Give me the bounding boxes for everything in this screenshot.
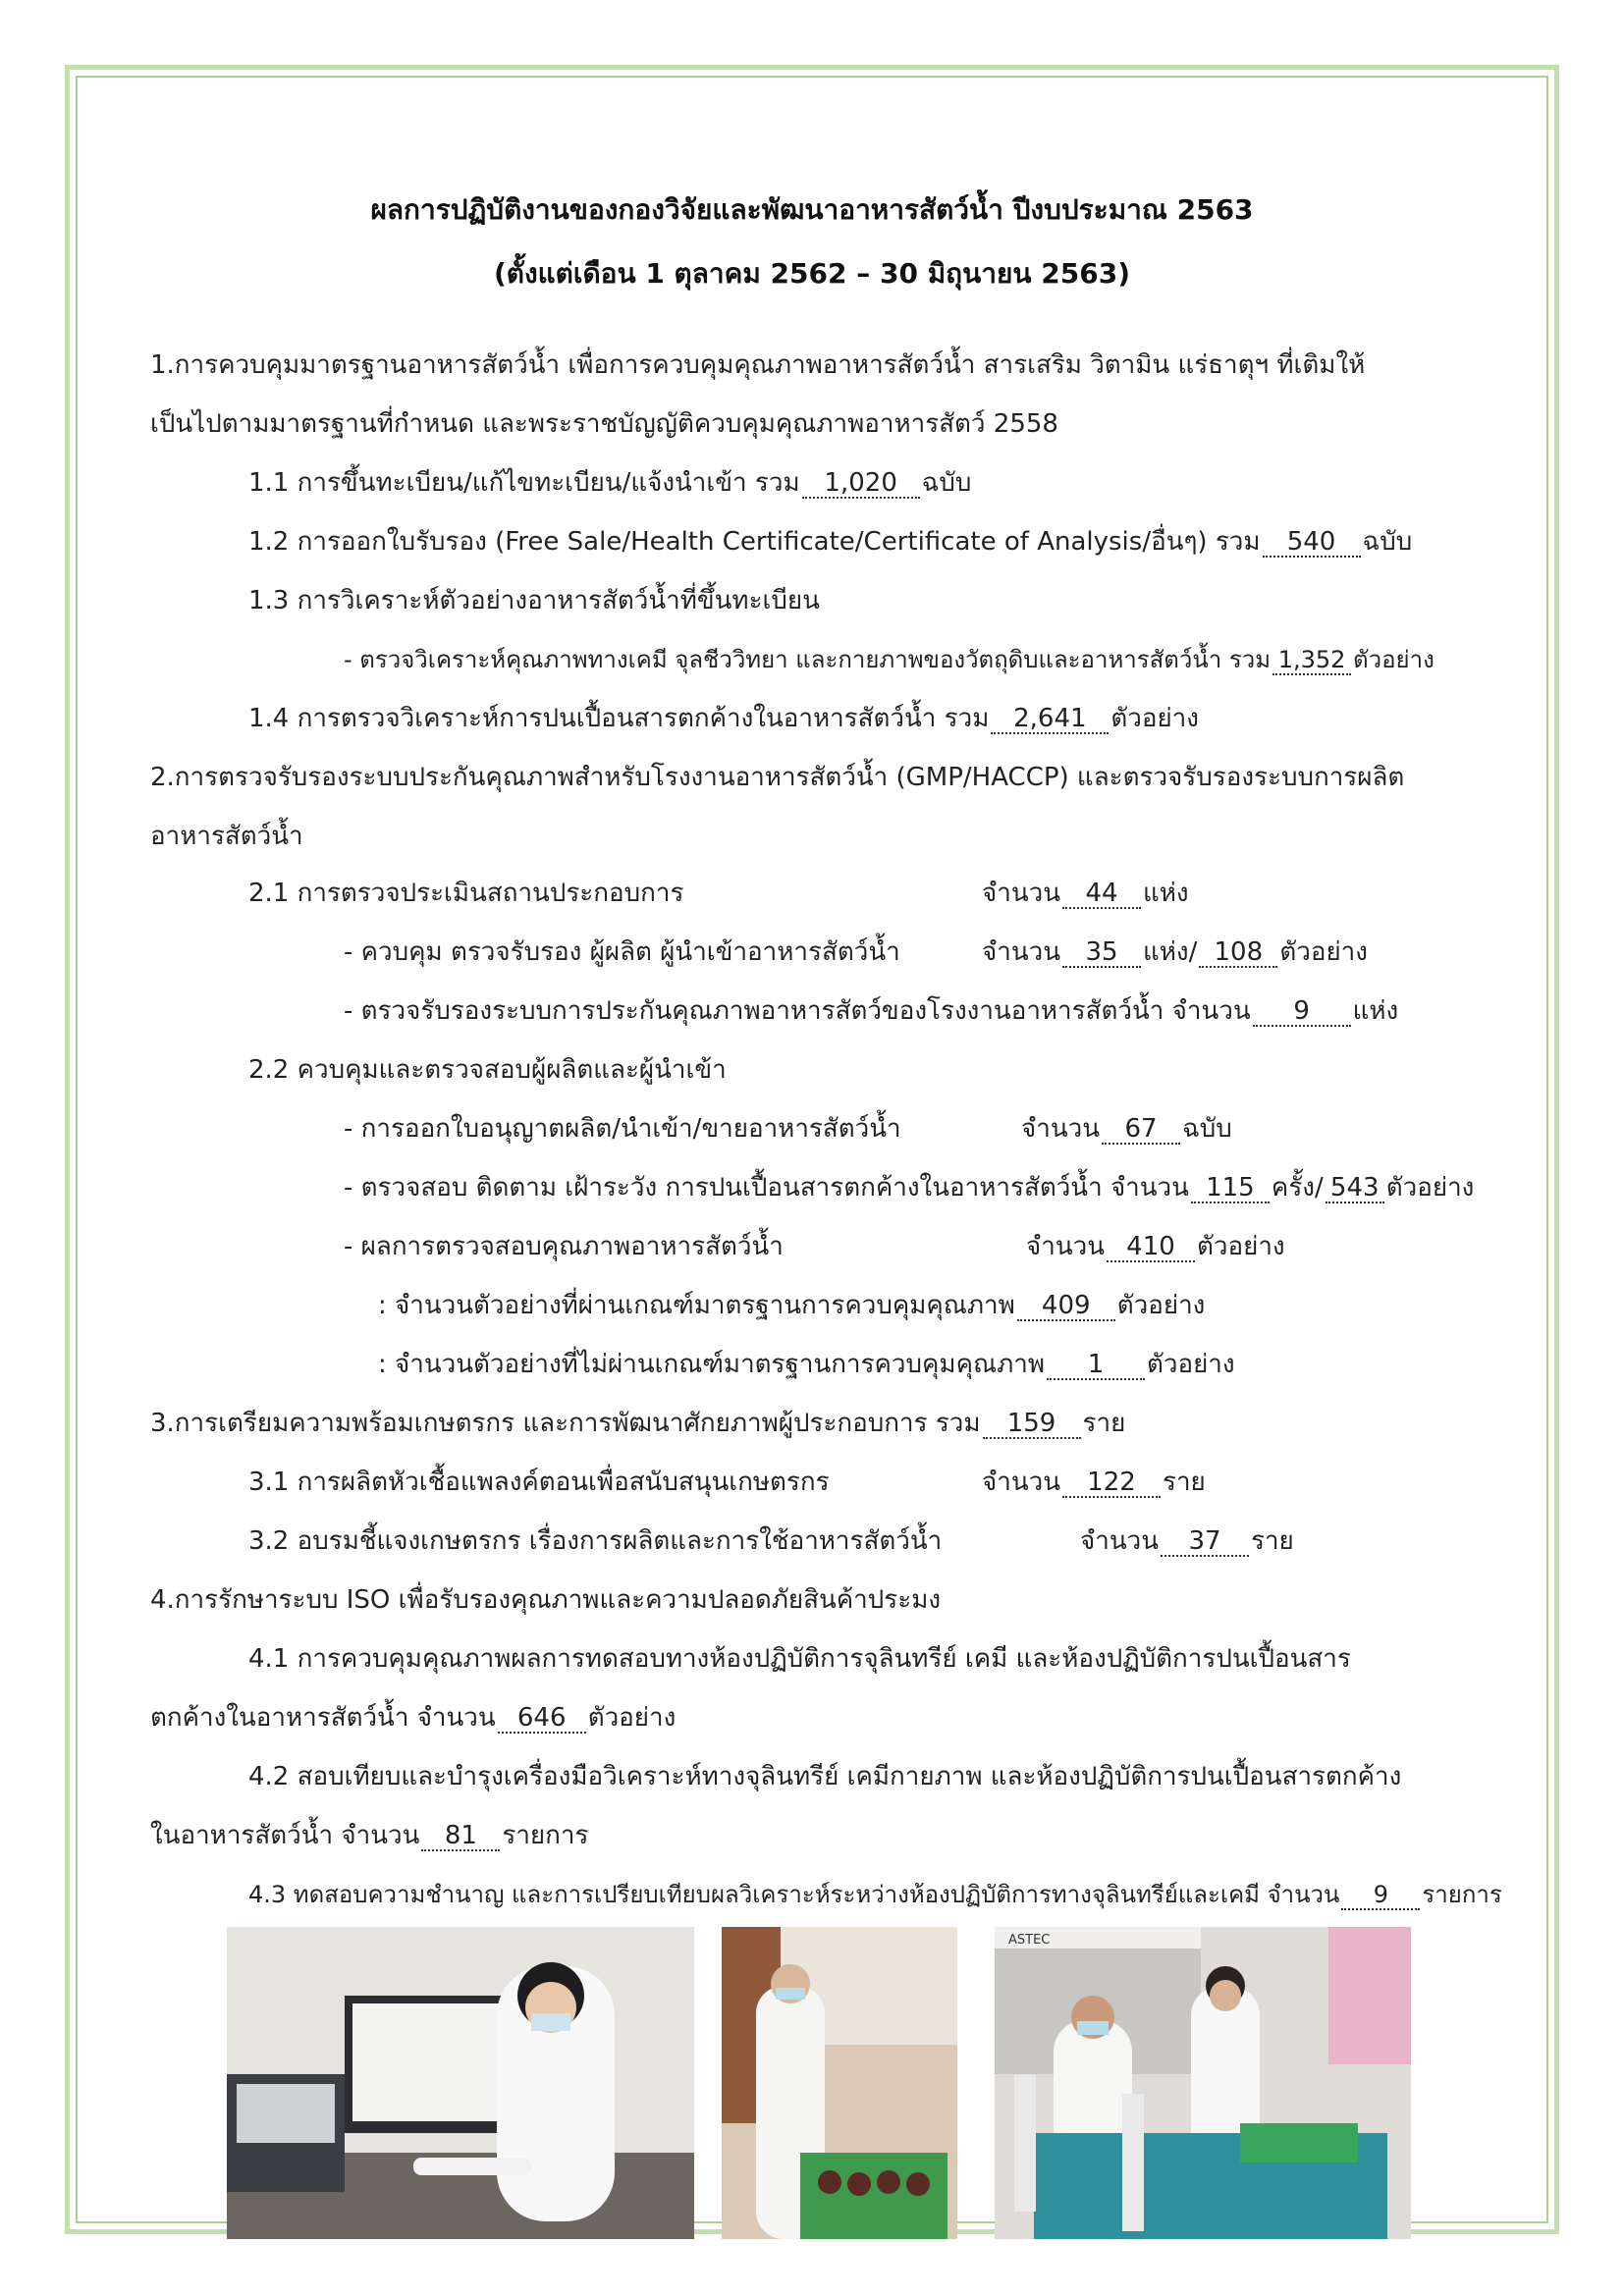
item-3-1-qty: จำนวน 122 ราย <box>982 1468 1206 1497</box>
item-3-2: 3.2 อบรมชี้แจงเกษตรกร เรื่องการผลิตและการใช้อาหารสัตว์น้ำ <box>248 1526 943 1556</box>
item-2-2-d-value: 409 <box>1017 1292 1115 1321</box>
section-2-intro: 2.การตรวจรับรองระบบประกันคุณภาพสำหรับโรงงานอาหารสัตว์น้ำ (GMP/HACCP) และตรวจรับรองระบบการผลิต <box>150 763 1405 792</box>
section-1-intro-cont: เป็นไปตามมาตรฐานที่กำหนด และพระราชบัญญัติควบคุมคุณภาพอาหารสัตว์ 2558 <box>150 409 1058 439</box>
item-3-1: 3.1 การผลิตหัวเชื้อแพลงค์ตอนเพื่อสนับสนุนเกษตรกร <box>248 1468 830 1497</box>
item-2-2-b-value: 115 <box>1191 1174 1270 1203</box>
lab-technician-at-instrument-photo <box>227 1927 694 2239</box>
item-4-2: 4.2 สอบเทียบและบำรุงเครื่องมือวิเคราะห์ทางจุลินทรีย์ เคมีกายภาพ และห้องปฏิบัติการปนเปื้อนสารตกค้าง <box>248 1762 1402 1791</box>
item-3-1-value: 122 <box>1062 1468 1161 1498</box>
item-2-1-a-value: 35 <box>1062 938 1141 968</box>
report-subtitle: (ตั้งแต่เดือน 1 ตุลาคม 2562 – 30 มิถุนายน 2563) <box>493 257 1130 290</box>
item-3-2-qty: จำนวน 37 ราย <box>1080 1526 1294 1556</box>
item-2-2-b: - ตรวจสอบ ติดตาม เฝ้าระวัง การปนเปื้อนสารตกค้างในอาหารสัตว์น้ำ จำนวน 115 ครั้ง/ 543 ตัวอย่าง <box>344 1173 1475 1202</box>
item-2-2: 2.2 ควบคุมและตรวจสอบผู้ผลิตและผู้นำเข้า <box>248 1055 727 1085</box>
item-4-3: 4.3 ทดสอบความชำนาญ และการเปรียบเทียบผลวิเคราะห์ระหว่างห้องปฏิบัติการทางจุลินทรีย์และเคมี จำนวน 9 รายการ <box>248 1881 1502 1908</box>
item-4-1: 4.1 การควบคุมคุณภาพผลการทดสอบทางห้องปฏิบัติการจุลินทรีย์ เคมี และห้องปฏิบัติการปนเปื้อนสาร <box>248 1644 1351 1674</box>
item-4-2-value: 81 <box>421 1822 500 1851</box>
item-2-2-a-value: 67 <box>1102 1115 1180 1145</box>
lab-technician-with-samples-photo <box>722 1927 957 2239</box>
item-2-2-b-value2: 543 <box>1326 1174 1384 1203</box>
item-2-2-d: : จำนวนตัวอย่างที่ผ่านเกณฑ์มาตรฐานการควบคุมคุณภาพ 409 ตัวอย่าง <box>378 1291 1206 1320</box>
item-1-4: 1.4 การตรวจวิเคราะห์การปนเปื้อนสารตกค้างในอาหารสัตว์น้ำ รวม 2,641 ตัวอย่าง <box>248 704 1199 733</box>
item-2-2-e: : จำนวนตัวอย่างที่ไม่ผ่านเกณฑ์มาตรฐานการควบคุมคุณภาพ 1 ตัวอย่าง <box>378 1350 1235 1379</box>
item-2-1-a-qty: จำนวน 35 แห่ง/ 108 ตัวอย่าง <box>982 937 1368 967</box>
item-1-1-value: 1,020 <box>802 469 920 499</box>
item-4-2-cont: ในอาหารสัตว์น้ำ จำนวน 81 รายการ <box>150 1821 589 1850</box>
item-2-2-a-qty: จำนวน 67 ฉบับ <box>1021 1114 1232 1144</box>
section-4-intro: 4.การรักษาระบบ ISO เพื่อรับรองคุณภาพและความปลอดภัยสินค้าประมง <box>150 1585 942 1615</box>
section-3-intro: 3.การเตรียมความพร้อมเกษตรกร และการพัฒนาศักยภาพผู้ประกอบการ รวม 159 ราย <box>150 1409 1126 1438</box>
item-3-2-value: 37 <box>1161 1527 1249 1557</box>
item-1-3-a: - ตรวจวิเคราะห์คุณภาพทางเคมี จุลชีววิทยา และกายภาพของวัตถุดิบและอาหารสัตว์น้ำ รวม 1,352 ตัวอย่าง <box>344 646 1435 673</box>
report-title: ผลการปฏิบัติงานของกองวิจัยและพัฒนาอาหารสัตว์น้ำ ปีงบประมาณ 2563 <box>370 193 1254 226</box>
item-1-1: 1.1 การขึ้นทะเบียน/แก้ไขทะเบียน/แจ้งนำเข้า รวม 1,020 ฉบับ <box>248 468 972 498</box>
section-1-intro: 1.การควบคุมมาตรฐานอาหารสัตว์น้ำ เพื่อการควบคุมคุณภาพอาหารสัตว์น้ำ สารเสริม วิตามิน แร่ธาตุฯ ที่เติมให้ <box>150 350 1366 380</box>
section-3-value: 159 <box>983 1410 1081 1439</box>
section-2-intro-cont: อาหารสัตว์น้ำ <box>150 822 303 851</box>
item-1-2-value: 540 <box>1263 528 1361 558</box>
item-2-1-a-value2: 108 <box>1199 938 1277 968</box>
item-1-4-value: 2,641 <box>991 705 1109 734</box>
item-1-2: 1.2 การออกใบรับรอง (Free Sale/Health Certificate/Certificate of Analysis/อื่นๆ) รวม 540 ฉบับ <box>248 527 1413 557</box>
item-2-2-c: - ผลการตรวจสอบคุณภาพอาหารสัตว์น้ำ <box>344 1232 784 1261</box>
item-2-2-c-qty: จำนวน 410 ตัวอย่าง <box>1026 1232 1285 1261</box>
item-2-1-value: 44 <box>1062 880 1141 909</box>
item-2-1-a: - ควบคุม ตรวจรับรอง ผู้ผลิต ผู้นำเข้าอาหารสัตว์น้ำ <box>344 937 900 967</box>
fume-hood-brand-label: ASTEC <box>1008 1933 1051 1948</box>
item-4-1-cont: ตกค้างในอาหารสัตว์น้ำ จำนวน 646 ตัวอย่าง <box>150 1703 677 1733</box>
item-2-1: 2.1 การตรวจประเมินสถานประกอบการ <box>248 879 684 908</box>
lab-technicians-at-fume-hood-photo <box>995 1927 1411 2239</box>
item-2-1-b-value: 9 <box>1253 997 1351 1027</box>
item-4-1-value: 646 <box>498 1704 586 1734</box>
item-1-3: 1.3 การวิเคราะห์ตัวอย่างอาหารสัตว์น้ำที่ขึ้นทะเบียน <box>248 586 820 615</box>
item-2-2-c-value: 410 <box>1107 1233 1195 1262</box>
item-2-1-qty: จำนวน 44 แห่ง <box>982 879 1189 908</box>
item-4-3-value: 9 <box>1341 1881 1420 1910</box>
item-2-2-a: - การออกใบอนุญาตผลิต/นำเข้า/ขายอาหารสัตว์น้ำ <box>344 1114 901 1144</box>
item-1-3-a-value: 1,352 <box>1272 646 1351 675</box>
item-2-2-e-value: 1 <box>1047 1351 1145 1380</box>
item-2-1-b: - ตรวจรับรองระบบการประกันคุณภาพอาหารสัตว์ของโรงงานอาหารสัตว์น้ำ จำนวน 9 แห่ง <box>344 996 1399 1026</box>
